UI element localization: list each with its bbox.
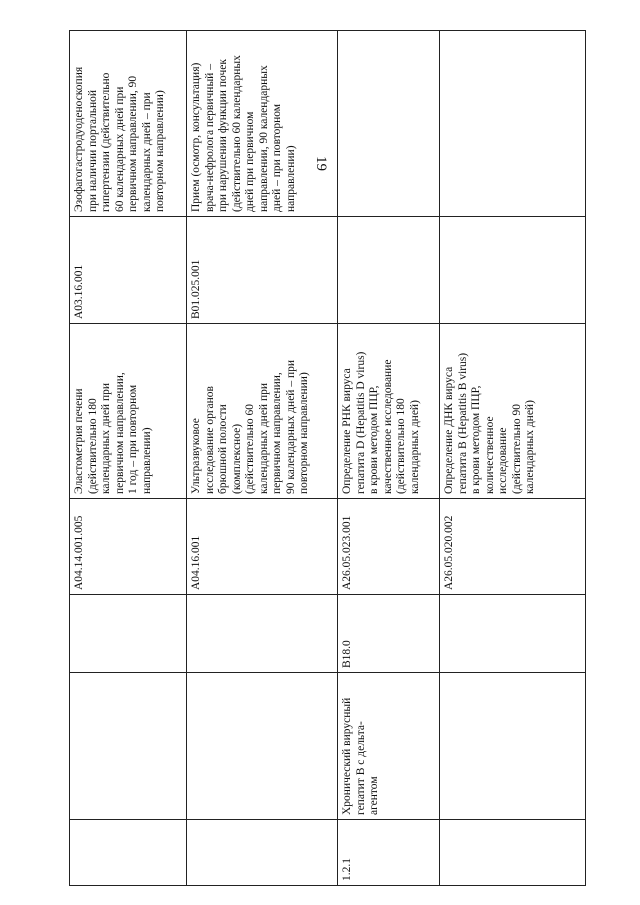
service-code-cell: A03.16.001	[70, 217, 187, 324]
icd-code-cell	[70, 595, 187, 673]
service-code-cell: B01.025.001	[187, 217, 338, 324]
row-number-cell	[440, 820, 586, 886]
service-code-cell: A04.14.001.005	[70, 499, 187, 595]
icd-code-cell	[440, 595, 586, 673]
row-number-cell: 1.2.1	[338, 820, 440, 886]
diagnosis-cell	[187, 673, 338, 820]
table-row	[440, 31, 586, 886]
service-name-cell: Прием (осмотр, консультация) врача-нефролога первичный – при нарушении функции почек (действительно 60 календарных дней при первичном направлении, 90 календарных дней – при повторном направлении)	[187, 31, 338, 217]
service-name-cell: Эластометрия печени (действительно 180 календарных дней при первичном направлении, 1 год – при повторном направлении)	[70, 324, 187, 499]
service-name-cell	[440, 31, 586, 217]
service-name-cell: Определение ДНК вируса гепатита B (Hepatitis B virus) в крови методом ПЦР, количественное исследование (действительно 90 календарных дней)	[440, 324, 586, 499]
row-number-cell	[187, 820, 338, 886]
table-row	[70, 31, 187, 886]
icd-code-cell	[187, 595, 338, 673]
page-number: 19	[313, 156, 329, 171]
diagnosis-cell	[70, 673, 187, 820]
table-row	[187, 31, 338, 886]
service-code-cell: A04.16.001	[187, 499, 338, 595]
service-code-cell: A26.05.020.002	[440, 499, 586, 595]
service-code-cell: A26.05.023.001	[338, 499, 440, 595]
services-table	[69, 30, 586, 886]
icd-code-cell: B18.0	[338, 595, 440, 673]
row-number-cell	[70, 820, 187, 886]
diagnosis-cell	[440, 673, 586, 820]
service-code-cell	[338, 217, 440, 324]
service-name-cell: Определение РНК вируса гепатита D (Hepatitis D virus) в крови методом ПЦР, качественное исследование (действительно 180 календарных дней)	[338, 324, 440, 499]
diagnosis-cell: Хронический вирусный гепатит B с дельта- агентом	[338, 673, 440, 820]
service-name-cell: Ультразвуковое исследование органов брюшной полости (комплексное) (действительно 60 календарных дней при первичном направлении, 90 календарных дней – при повторном направлении)	[187, 324, 338, 499]
table-row	[338, 31, 440, 886]
service-name-cell: Эзофагогастродуоденоскопия при наличии портальной гипертензии (действительно 60 календарных дней при первичном направлении, 90 календарных дней – при повторном направлении)	[70, 31, 187, 217]
services-table-container	[69, 31, 585, 886]
service-name-cell	[338, 31, 440, 217]
service-code-cell	[440, 217, 586, 324]
